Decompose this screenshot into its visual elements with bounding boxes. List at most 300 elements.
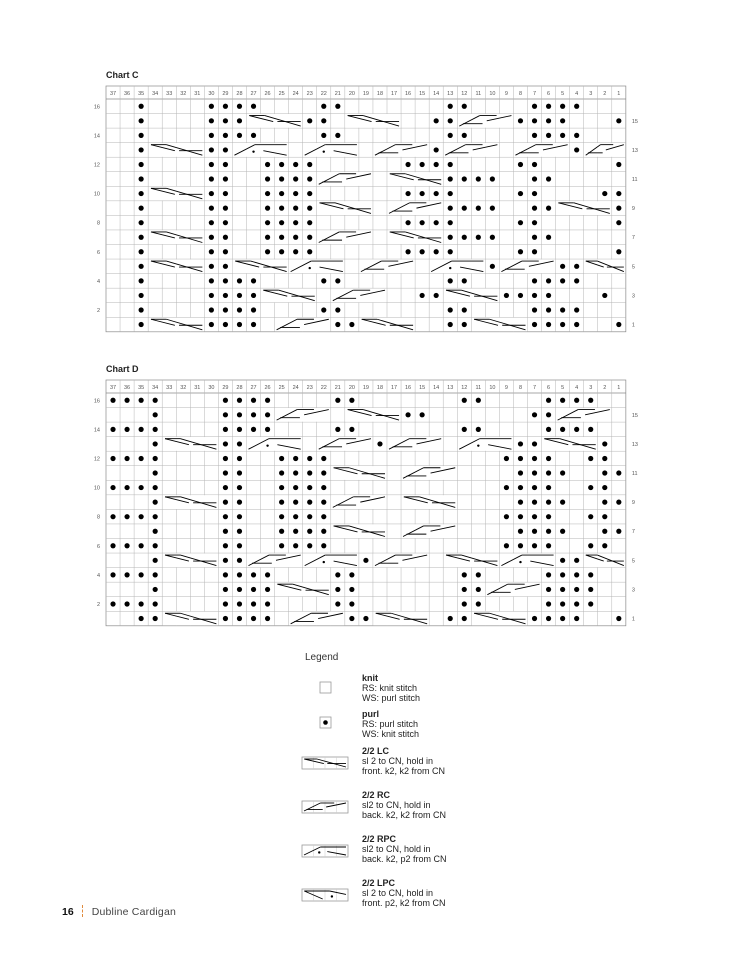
chart-c-col-label: 29 bbox=[222, 91, 229, 97]
chart-d-cable-stitch bbox=[542, 437, 597, 451]
chart-d-purl-stitch bbox=[546, 456, 551, 461]
chart-c-purl-stitch bbox=[448, 220, 453, 225]
chart-d-purl-stitch bbox=[532, 616, 537, 621]
chart-d-purl-stitch bbox=[574, 398, 579, 403]
chart-c-purl-stitch bbox=[293, 206, 298, 211]
chart-c-purl-stitch bbox=[574, 133, 579, 138]
chart-c-purl-stitch bbox=[335, 307, 340, 312]
chart-d-row-label: 1 bbox=[631, 616, 635, 623]
chart-d-col-label: 22 bbox=[320, 385, 327, 391]
chart-c-purl-stitch bbox=[490, 206, 495, 211]
chart-c-cable-stitch bbox=[345, 114, 400, 128]
chart-c-purl-stitch bbox=[209, 322, 214, 327]
cable-2-2-rc-icon bbox=[300, 800, 356, 816]
legend-title: Legend bbox=[305, 652, 339, 663]
chart-c-purl-stitch bbox=[448, 235, 453, 240]
chart-c-purl-stitch bbox=[532, 176, 537, 181]
chart-d-purl-stitch bbox=[265, 398, 270, 403]
chart-d-purl-stitch bbox=[237, 572, 242, 577]
chart-c-purl-stitch bbox=[434, 147, 439, 152]
chart-d-cable-stitch bbox=[163, 553, 218, 567]
chart-d-purl-stitch bbox=[110, 572, 115, 577]
chart-d-col-label: 23 bbox=[306, 385, 313, 391]
chart-d-purl-stitch bbox=[504, 456, 509, 461]
chart-d-cable-stitch bbox=[345, 408, 400, 422]
chart-d-col-label: 36 bbox=[124, 385, 131, 391]
chart-d-purl-stitch bbox=[349, 572, 354, 577]
chart-c-purl-stitch bbox=[209, 118, 214, 123]
chart-c-purl-stitch bbox=[223, 118, 228, 123]
chart-c-col-label: 36 bbox=[124, 91, 131, 97]
chart-d-purl-stitch bbox=[293, 470, 298, 475]
chart-c-purl-stitch bbox=[293, 249, 298, 254]
chart-c-cable-stitch bbox=[149, 187, 204, 201]
chart-d-purl-stitch bbox=[223, 456, 228, 461]
chart-d-purl-stitch bbox=[574, 558, 579, 563]
chart-d-purl-stitch bbox=[546, 572, 551, 577]
chart-c-purl-stitch bbox=[448, 162, 453, 167]
chart-c-cable-stitch bbox=[149, 143, 204, 157]
chart-c-row-label: 12 bbox=[93, 162, 100, 169]
chart-d-purl-stitch bbox=[124, 514, 129, 519]
chart-d-purl-stitch bbox=[153, 485, 158, 490]
chart-c-purl-stitch bbox=[420, 249, 425, 254]
chart-d-purl-stitch bbox=[532, 514, 537, 519]
chart-c-col-label: 26 bbox=[264, 91, 271, 97]
chart-d-purl-stitch bbox=[307, 500, 312, 505]
chart-d-col-label: 35 bbox=[138, 385, 145, 391]
chart-d-cable-stitch bbox=[584, 553, 625, 567]
chart-c-col-label: 12 bbox=[461, 91, 468, 97]
chart-d-col-label: 26 bbox=[264, 385, 271, 391]
chart-d-purl-stitch bbox=[377, 441, 382, 446]
legend-lc-line2: front. k2, k2 from CN bbox=[362, 766, 446, 776]
chart-d-purl-stitch bbox=[153, 572, 158, 577]
chart-c-cable-stitch bbox=[233, 259, 288, 273]
chart-d-purl-stitch bbox=[139, 485, 144, 490]
chart-d-purl-stitch bbox=[518, 514, 523, 519]
chart-d-col-label: 20 bbox=[348, 385, 355, 391]
chart-c-row-label: 16 bbox=[93, 104, 100, 111]
chart-d-purl-stitch bbox=[518, 529, 523, 534]
chart-d-purl-stitch bbox=[546, 398, 551, 403]
chart-d-purl-stitch bbox=[602, 514, 607, 519]
chart-d-purl-stitch bbox=[251, 572, 256, 577]
chart-c-cable-stitch bbox=[331, 289, 386, 303]
chart-c-purl-stitch bbox=[279, 220, 284, 225]
chart-c-purl-stitch bbox=[476, 235, 481, 240]
cable-2-2-lpc-icon bbox=[300, 888, 356, 904]
legend-rc-line1: sl2 to CN, hold in bbox=[362, 800, 431, 810]
chart-d-cable-stitch bbox=[373, 553, 428, 567]
chart-c-purl-stitch bbox=[616, 220, 621, 225]
chart-c-purl-stitch bbox=[602, 191, 607, 196]
chart-d-purl-stitch bbox=[335, 427, 340, 432]
chart-d-purl-stitch bbox=[139, 514, 144, 519]
chart-c-purl-stitch bbox=[574, 307, 579, 312]
chart-c-cable-stitch bbox=[584, 143, 625, 157]
chart-d-purl-stitch bbox=[462, 427, 467, 432]
chart-d-purl-stitch bbox=[546, 427, 551, 432]
footer-doc-title: Dubline Cardigan bbox=[91, 906, 177, 918]
chart-d-purl-stitch bbox=[237, 616, 242, 621]
chart-c-purl-stitch bbox=[237, 278, 242, 283]
chart-c-purl-stitch bbox=[251, 293, 256, 298]
chart-c-purl-stitch bbox=[532, 235, 537, 240]
chart-c-cable-stitch bbox=[149, 230, 204, 244]
chart-d-purl-stitch bbox=[237, 601, 242, 606]
chart-c-row-label: 15 bbox=[631, 118, 638, 125]
legend-knit-line2: WS: purl stitch bbox=[362, 693, 421, 703]
chart-d-purl-stitch bbox=[518, 500, 523, 505]
chart-c-cable-stitch bbox=[303, 143, 358, 157]
chart-c-purl-stitch bbox=[293, 235, 298, 240]
chart-d-row-label: 4 bbox=[96, 572, 100, 579]
chart-c-purl-stitch bbox=[223, 176, 228, 181]
chart-d-row-label: 8 bbox=[96, 514, 100, 521]
chart-d-purl-stitch bbox=[560, 601, 565, 606]
chart-c-purl-stitch bbox=[223, 162, 228, 167]
chart-d-col-label: 5 bbox=[561, 385, 565, 391]
chart-c-purl-stitch bbox=[321, 104, 326, 109]
chart-d-purl-stitch bbox=[153, 558, 158, 563]
chart-d-row-label: 7 bbox=[631, 529, 635, 536]
chart-c-purl-stitch bbox=[321, 278, 326, 283]
chart-c-purl-stitch bbox=[405, 249, 410, 254]
chart-c-purl-stitch bbox=[209, 162, 214, 167]
chart-d-row-label: 10 bbox=[93, 485, 100, 492]
chart-c-col-label: 16 bbox=[405, 91, 412, 97]
chart-c-purl-stitch bbox=[560, 118, 565, 123]
chart-d-purl-stitch bbox=[462, 572, 467, 577]
chart-c-purl-stitch bbox=[546, 322, 551, 327]
chart-d-purl-stitch bbox=[279, 456, 284, 461]
chart-d-purl-stitch bbox=[349, 427, 354, 432]
chart-d-cable-stitch bbox=[387, 437, 442, 451]
chart-d-purl-stitch bbox=[153, 587, 158, 592]
chart-c-purl-stitch bbox=[546, 235, 551, 240]
legend-rpc-name: 2/2 RPC bbox=[362, 834, 397, 844]
chart-d-purl-stitch bbox=[265, 572, 270, 577]
chart-c-purl-stitch bbox=[560, 133, 565, 138]
chart-c-purl-stitch bbox=[532, 133, 537, 138]
chart-d-purl-stitch bbox=[293, 500, 298, 505]
chart-d-purl-stitch bbox=[462, 601, 467, 606]
chart-c-title: Chart C bbox=[106, 70, 139, 80]
chart-d-purl-stitch bbox=[476, 587, 481, 592]
chart-c-col-label: 22 bbox=[320, 91, 327, 97]
chart-c-purl-stitch bbox=[532, 322, 537, 327]
chart-c-purl-stitch bbox=[574, 104, 579, 109]
chart-d-cable-stitch bbox=[163, 437, 218, 451]
chart-d-purl-stitch bbox=[279, 543, 284, 548]
chart-c-purl-stitch bbox=[139, 220, 144, 225]
chart-d-cable-stitch bbox=[486, 583, 541, 597]
chart-c-purl-stitch bbox=[560, 307, 565, 312]
legend-rc-name: 2/2 RC bbox=[362, 790, 391, 800]
chart-c-purl-stitch bbox=[251, 104, 256, 109]
chart-c-col-label: 4 bbox=[575, 91, 579, 97]
chart-d-purl-stitch bbox=[251, 616, 256, 621]
chart-c-purl-stitch bbox=[209, 147, 214, 152]
chart-c-purl-stitch bbox=[237, 133, 242, 138]
chart-c-purl-stitch bbox=[448, 322, 453, 327]
chart-c-purl-stitch bbox=[462, 176, 467, 181]
chart-d-purl-stitch bbox=[251, 412, 256, 417]
chart-c-purl-stitch bbox=[279, 235, 284, 240]
chart-d-purl-stitch bbox=[237, 441, 242, 446]
chart-d-purl-stitch bbox=[307, 543, 312, 548]
chart-c-cable-stitch bbox=[472, 318, 527, 332]
chart-d-purl-stitch bbox=[602, 529, 607, 534]
chart-c-purl-stitch bbox=[251, 278, 256, 283]
chart-c-row-label: 3 bbox=[631, 293, 635, 300]
chart-c-purl-stitch bbox=[546, 104, 551, 109]
chart-c-col-label: 32 bbox=[180, 91, 187, 97]
chart-c-col-label: 17 bbox=[390, 91, 398, 97]
chart-c-purl-stitch bbox=[307, 235, 312, 240]
chart-c-col-label: 14 bbox=[433, 91, 440, 97]
chart-d-purl-stitch bbox=[560, 616, 565, 621]
chart-c-purl-stitch bbox=[532, 293, 537, 298]
chart-c-cable-stitch bbox=[444, 289, 499, 303]
chart-d-purl-stitch bbox=[139, 456, 144, 461]
chart-c-cable-stitch bbox=[275, 318, 330, 332]
chart-c-col-label: 25 bbox=[278, 91, 285, 97]
chart-c-cable-stitch bbox=[317, 201, 372, 215]
chart-c-purl-stitch bbox=[462, 206, 467, 211]
chart-d-row-label: 5 bbox=[631, 558, 635, 565]
chart-c-purl-stitch bbox=[265, 176, 270, 181]
chart-c-cable-stitch bbox=[233, 143, 288, 157]
chart-d-purl-stitch bbox=[237, 529, 242, 534]
chart-c-purl-stitch bbox=[209, 220, 214, 225]
chart-c-purl-stitch bbox=[616, 249, 621, 254]
chart-d-col-label: 1 bbox=[617, 385, 621, 391]
chart-d-cable-stitch bbox=[444, 553, 499, 567]
chart-c-purl-stitch bbox=[139, 235, 144, 240]
chart-c-purl-stitch bbox=[616, 322, 621, 327]
chart-d-col-label: 32 bbox=[180, 385, 187, 391]
chart-c-cable-stitch bbox=[359, 259, 414, 273]
chart-c-purl-stitch bbox=[462, 307, 467, 312]
chart-d-col-label: 25 bbox=[278, 385, 285, 391]
chart-c-row-label: 4 bbox=[96, 278, 100, 285]
legend-lpc-name: 2/2 LPC bbox=[362, 878, 396, 888]
chart-d-purl-stitch bbox=[110, 398, 115, 403]
chart-c-purl-stitch bbox=[448, 176, 453, 181]
chart-c-cable-stitch bbox=[500, 259, 555, 273]
chart-d-purl-stitch bbox=[588, 543, 593, 548]
chart-c-col-label: 34 bbox=[152, 91, 159, 97]
chart-c-col-label: 21 bbox=[334, 91, 341, 97]
chart-d-purl-stitch bbox=[321, 456, 326, 461]
chart-d-col-label: 16 bbox=[405, 385, 412, 391]
chart-d-purl-stitch bbox=[237, 543, 242, 548]
chart-c-cable-stitch bbox=[430, 259, 485, 273]
chart-c-col-label: 24 bbox=[292, 91, 299, 97]
chart-d-purl-stitch bbox=[616, 529, 621, 534]
chart-c-purl-stitch bbox=[293, 220, 298, 225]
chart-c-purl-stitch bbox=[223, 293, 228, 298]
chart-d-purl-stitch bbox=[265, 412, 270, 417]
chart-c-purl-stitch bbox=[223, 147, 228, 152]
chart-d-purl-stitch bbox=[223, 398, 228, 403]
chart-c-purl-stitch bbox=[139, 322, 144, 327]
chart-d-purl-stitch bbox=[546, 529, 551, 534]
chart-d-purl-stitch bbox=[265, 427, 270, 432]
chart-d-purl-stitch bbox=[349, 398, 354, 403]
chart-d-purl-stitch bbox=[462, 616, 467, 621]
knit-symbol-icon bbox=[300, 680, 356, 696]
chart-c-purl-stitch bbox=[462, 133, 467, 138]
chart-c-purl-stitch bbox=[223, 220, 228, 225]
chart-c-purl-stitch bbox=[504, 293, 509, 298]
chart-d-purl-stitch bbox=[532, 441, 537, 446]
chart-c-purl-stitch bbox=[616, 162, 621, 167]
chart-c-purl-stitch bbox=[462, 104, 467, 109]
chart-d-purl-stitch bbox=[110, 514, 115, 519]
chart-d-purl-stitch bbox=[223, 412, 228, 417]
chart-d-purl-stitch bbox=[223, 441, 228, 446]
chart-d-col-label: 29 bbox=[222, 385, 229, 391]
chart-d-purl-stitch bbox=[139, 543, 144, 548]
chart-d-purl-stitch bbox=[307, 514, 312, 519]
chart-d-purl-stitch bbox=[546, 470, 551, 475]
chart-c-purl-stitch bbox=[307, 249, 312, 254]
chart-c-col-label: 13 bbox=[447, 91, 454, 97]
chart-d-col-label: 28 bbox=[236, 385, 243, 391]
chart-d-purl-stitch bbox=[223, 616, 228, 621]
chart-d-purl-stitch bbox=[588, 587, 593, 592]
chart-c-purl-stitch bbox=[139, 133, 144, 138]
chart-d-purl-stitch bbox=[560, 558, 565, 563]
chart-d-purl-stitch bbox=[124, 572, 129, 577]
chart-c-purl-stitch bbox=[532, 220, 537, 225]
chart-c-purl-stitch bbox=[532, 162, 537, 167]
chart-c-purl-stitch bbox=[335, 322, 340, 327]
chart-c-row-label: 8 bbox=[96, 220, 100, 227]
chart-d-col-label: 15 bbox=[419, 385, 426, 391]
chart-d-row-label: 9 bbox=[631, 500, 635, 507]
chart-c-purl-stitch bbox=[139, 249, 144, 254]
chart-d-purl-stitch bbox=[124, 398, 129, 403]
chart-c-col-label: 15 bbox=[419, 91, 426, 97]
chart-d-purl-stitch bbox=[532, 470, 537, 475]
chart-c-purl-stitch bbox=[209, 104, 214, 109]
chart-c-purl-stitch bbox=[434, 162, 439, 167]
chart-c-cable-stitch bbox=[247, 114, 302, 128]
chart-c-purl-stitch bbox=[223, 322, 228, 327]
chart-d-purl-stitch bbox=[574, 601, 579, 606]
chart-d-col-label: 9 bbox=[504, 385, 508, 391]
chart-d-purl-stitch bbox=[321, 543, 326, 548]
chart-c-purl-stitch bbox=[518, 220, 523, 225]
chart-c-purl-stitch bbox=[602, 293, 607, 298]
chart-d-purl-stitch bbox=[349, 587, 354, 592]
chart-c-purl-stitch bbox=[237, 293, 242, 298]
cable-2-2-lc-icon bbox=[300, 756, 356, 772]
chart-d-row-label: 3 bbox=[631, 587, 635, 594]
legend-knit-line1: RS: knit stitch bbox=[362, 683, 418, 693]
chart-d-purl-stitch bbox=[504, 543, 509, 548]
chart-d-title: Chart D bbox=[106, 364, 139, 374]
chart-c-purl-stitch bbox=[279, 162, 284, 167]
chart-d-col-label: 12 bbox=[461, 385, 468, 391]
chart-d-purl-stitch bbox=[293, 543, 298, 548]
chart-c-purl-stitch bbox=[546, 307, 551, 312]
chart-d-cable-stitch bbox=[331, 495, 386, 509]
chart-d-purl-stitch bbox=[237, 514, 242, 519]
chart-c-purl-stitch bbox=[237, 322, 242, 327]
chart-d-purl-stitch bbox=[124, 601, 129, 606]
chart-c-purl-stitch bbox=[209, 206, 214, 211]
chart-d-purl-stitch bbox=[504, 485, 509, 490]
chart-c-purl-stitch bbox=[532, 104, 537, 109]
chart-d-cable-stitch bbox=[163, 612, 218, 626]
chart-d-purl-stitch bbox=[588, 456, 593, 461]
chart-c-cable-stitch bbox=[261, 289, 316, 303]
chart-c-purl-stitch bbox=[209, 235, 214, 240]
chart-c-purl-stitch bbox=[139, 191, 144, 196]
chart-d-purl-stitch bbox=[602, 543, 607, 548]
chart-d-purl-stitch bbox=[349, 616, 354, 621]
chart-c-purl-stitch bbox=[307, 220, 312, 225]
chart-c-purl-stitch bbox=[532, 307, 537, 312]
chart-c-purl-stitch bbox=[434, 191, 439, 196]
chart-c-purl-stitch bbox=[490, 176, 495, 181]
chart-c-purl-stitch bbox=[462, 278, 467, 283]
chart-d-cable-stitch bbox=[458, 437, 513, 451]
chart-d-row-label: 11 bbox=[631, 471, 638, 478]
chart-c-purl-stitch bbox=[223, 133, 228, 138]
chart-d-purl-stitch bbox=[616, 616, 621, 621]
chart-d-cable-stitch bbox=[401, 524, 456, 538]
chart-c-col-label: 1 bbox=[617, 91, 621, 97]
chart-d-purl-stitch bbox=[124, 485, 129, 490]
chart-c-purl-stitch bbox=[223, 278, 228, 283]
chart-c-purl-stitch bbox=[546, 206, 551, 211]
legend-rc-line2: back. k2, k2 from CN bbox=[362, 810, 447, 820]
chart-c-purl-stitch bbox=[448, 206, 453, 211]
chart-c-cable-stitch bbox=[149, 318, 204, 332]
chart-d-purl-stitch bbox=[153, 427, 158, 432]
chart-c-purl-stitch bbox=[420, 191, 425, 196]
chart-d-purl-stitch bbox=[139, 398, 144, 403]
chart-c-purl-stitch bbox=[139, 147, 144, 152]
chart-d-col-label: 7 bbox=[532, 385, 537, 391]
chart-c-purl-stitch bbox=[265, 249, 270, 254]
chart-d-col-label: 31 bbox=[194, 385, 201, 391]
chart-c-purl-stitch bbox=[434, 249, 439, 254]
chart-c-purl-stitch bbox=[223, 235, 228, 240]
chart-c-cable-stitch bbox=[387, 172, 442, 186]
chart-c-purl-stitch bbox=[307, 162, 312, 167]
chart-d-purl-stitch bbox=[110, 427, 115, 432]
chart-c-purl-stitch bbox=[237, 104, 242, 109]
chart-c-purl-stitch bbox=[307, 118, 312, 123]
chart-d-purl-stitch bbox=[588, 514, 593, 519]
chart-c-purl-stitch bbox=[532, 118, 537, 123]
chart-d-purl-stitch bbox=[321, 514, 326, 519]
chart-c-row-label: 11 bbox=[631, 177, 638, 184]
chart-c-purl-stitch bbox=[518, 191, 523, 196]
chart-d-purl-stitch bbox=[124, 543, 129, 548]
chart-c-purl-stitch bbox=[223, 264, 228, 269]
chart-d-purl-stitch bbox=[124, 427, 129, 432]
chart-d-purl-stitch bbox=[560, 427, 565, 432]
chart-d-purl-stitch bbox=[223, 558, 228, 563]
